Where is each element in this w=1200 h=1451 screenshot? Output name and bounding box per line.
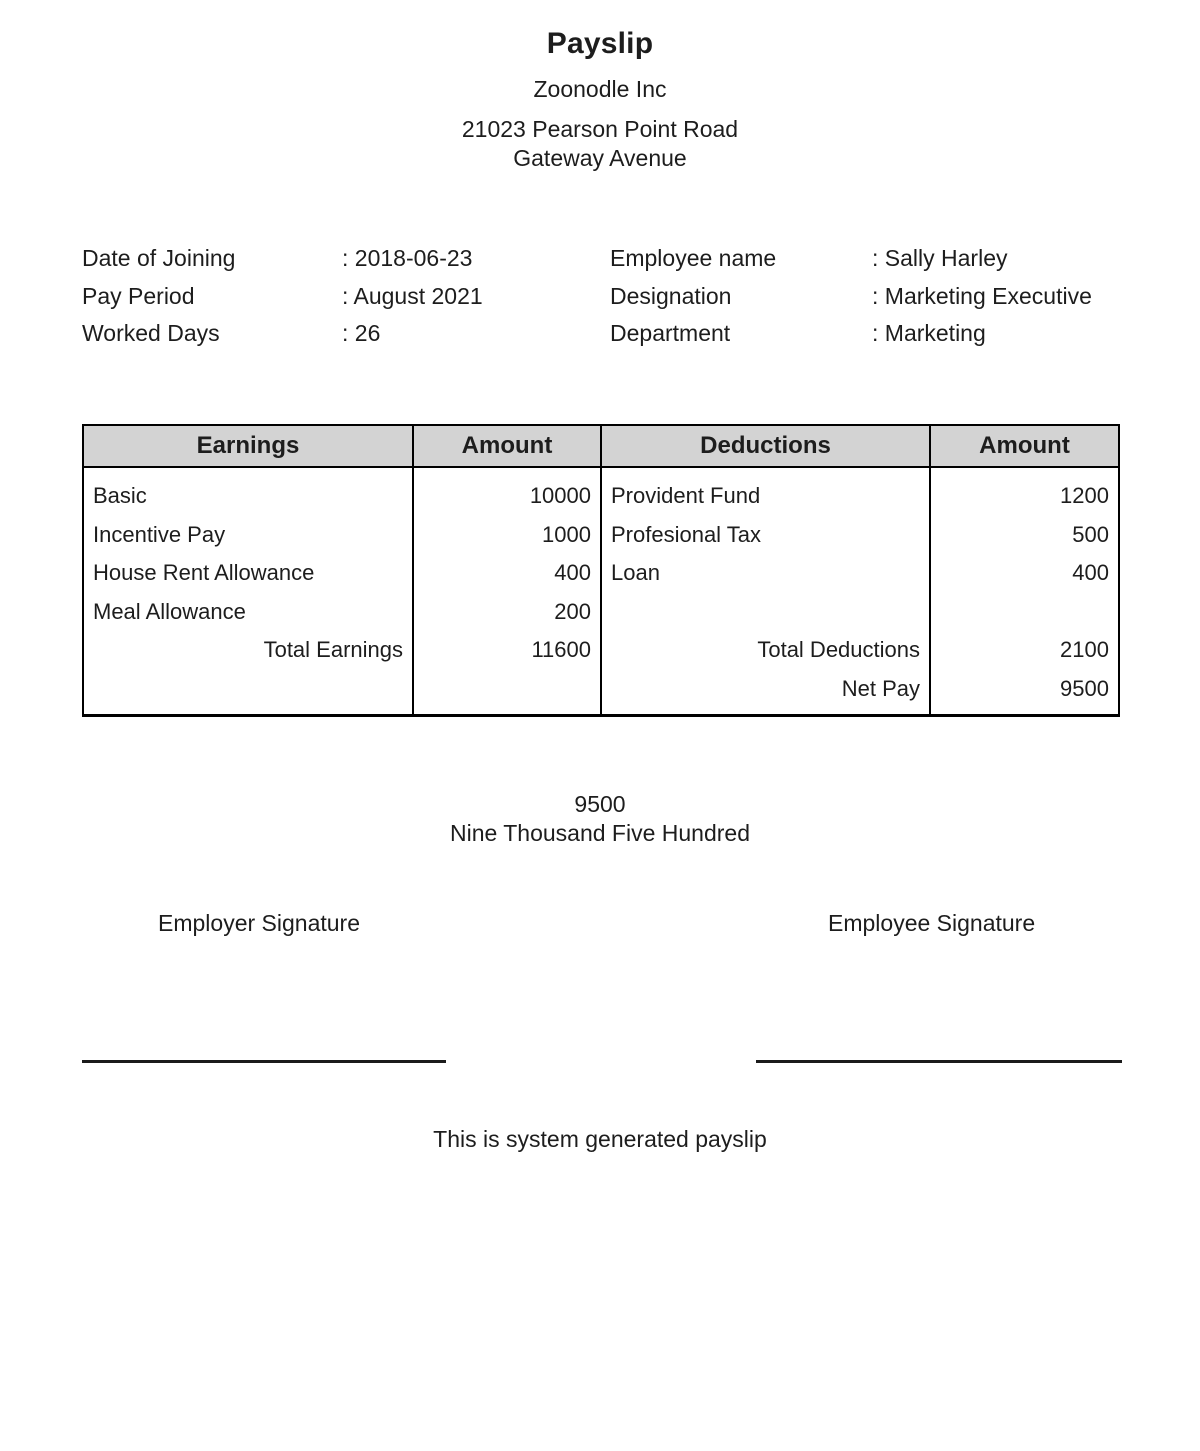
earnings-amount-column xyxy=(414,468,602,714)
earnings-item-amount: 200 xyxy=(554,598,591,624)
info-label-department: Department xyxy=(610,320,731,346)
header-deductions: Deductions xyxy=(602,426,931,466)
deductions-item-label: Provident Fund xyxy=(611,483,761,508)
net-pay-in-words: Nine Thousand Five Hundred xyxy=(449,820,751,846)
company-address-line1: 21023 Pearson Point Road xyxy=(461,116,739,142)
info-label-pay-period: Pay Period xyxy=(82,282,195,309)
info-value-pay-period: : August 2021 xyxy=(342,282,483,309)
company-name: Zoonodle Inc xyxy=(533,76,667,102)
header-earnings: Earnings xyxy=(84,426,414,466)
employee-signature-label: Employee Signature xyxy=(828,910,1036,936)
deductions-item-amount: 500 xyxy=(1072,521,1109,547)
earnings-item-amount: 1000 xyxy=(542,521,591,547)
net-pay-label: Net Pay xyxy=(841,675,920,701)
pay-table xyxy=(82,424,1120,717)
empty-cell xyxy=(93,670,403,709)
info-value-department: : Marketing xyxy=(872,320,986,346)
earnings-item-label: Basic xyxy=(93,483,147,508)
earnings-item-amount: 400 xyxy=(554,560,591,585)
total-deductions-amount: 2100 xyxy=(1060,637,1109,662)
earnings-item-label: Meal Allowance xyxy=(93,598,246,624)
info-label-designation: Designation xyxy=(610,282,732,309)
company-address-line2: Gateway Avenue xyxy=(513,145,687,171)
total-earnings-label: Total Earnings xyxy=(263,637,403,662)
info-value-date-of-joining: : 2018-06-23 xyxy=(342,245,473,271)
deductions-item-amount: 1200 xyxy=(1060,483,1109,508)
info-value-worked-days: : 26 xyxy=(342,320,381,346)
company-address xyxy=(0,115,1200,173)
earnings-item-label: Incentive Pay xyxy=(93,521,226,547)
info-value-employee-name: : Sally Harley xyxy=(872,245,1008,271)
deductions-item-label: Profesional Tax xyxy=(611,521,762,547)
total-deductions-label: Total Deductions xyxy=(757,637,920,662)
earnings-item-label: House Rent Allowance xyxy=(93,560,315,585)
header-earnings-amount: Amount xyxy=(414,426,602,466)
earnings-amount-totals xyxy=(423,631,591,708)
employee-info-left-values xyxy=(342,240,483,353)
earnings-label-column xyxy=(84,468,414,714)
earnings-totals xyxy=(93,631,403,708)
employer-signature-line xyxy=(82,1060,446,1063)
system-generated-note: This is system generated payslip xyxy=(433,1126,767,1152)
deductions-amount-column xyxy=(931,468,1118,714)
deductions-totals xyxy=(611,631,920,708)
info-label-worked-days: Worked Days xyxy=(82,320,220,346)
total-earnings-amount: 11600 xyxy=(531,637,591,662)
earnings-item-amount: 10000 xyxy=(529,483,591,508)
employee-info-left-labels xyxy=(82,240,235,353)
employee-signature-line xyxy=(756,1060,1122,1063)
deductions-amount-totals xyxy=(940,631,1109,708)
info-value-designation: : Marketing Executive xyxy=(872,282,1092,309)
info-label-employee-name: Employee name xyxy=(610,245,777,271)
net-pay-figure: 9500 xyxy=(574,791,626,817)
deductions-item-amount: 400 xyxy=(1072,560,1109,585)
pay-table-header-row xyxy=(84,426,1118,468)
pay-table-body xyxy=(84,468,1118,714)
header-deductions-amount: Amount xyxy=(979,432,1070,459)
employee-info-right-labels xyxy=(610,240,776,353)
info-label-date-of-joining: Date of Joining xyxy=(82,245,236,271)
page-title: Payslip xyxy=(546,27,654,60)
employee-info-right-values xyxy=(872,240,1092,353)
employer-signature-label: Employer Signature xyxy=(158,910,360,936)
deductions-item-label: Loan xyxy=(611,560,660,585)
net-pay-amount: 9500 xyxy=(1060,675,1109,701)
deductions-label-column xyxy=(602,468,931,714)
empty-cell xyxy=(423,670,591,709)
